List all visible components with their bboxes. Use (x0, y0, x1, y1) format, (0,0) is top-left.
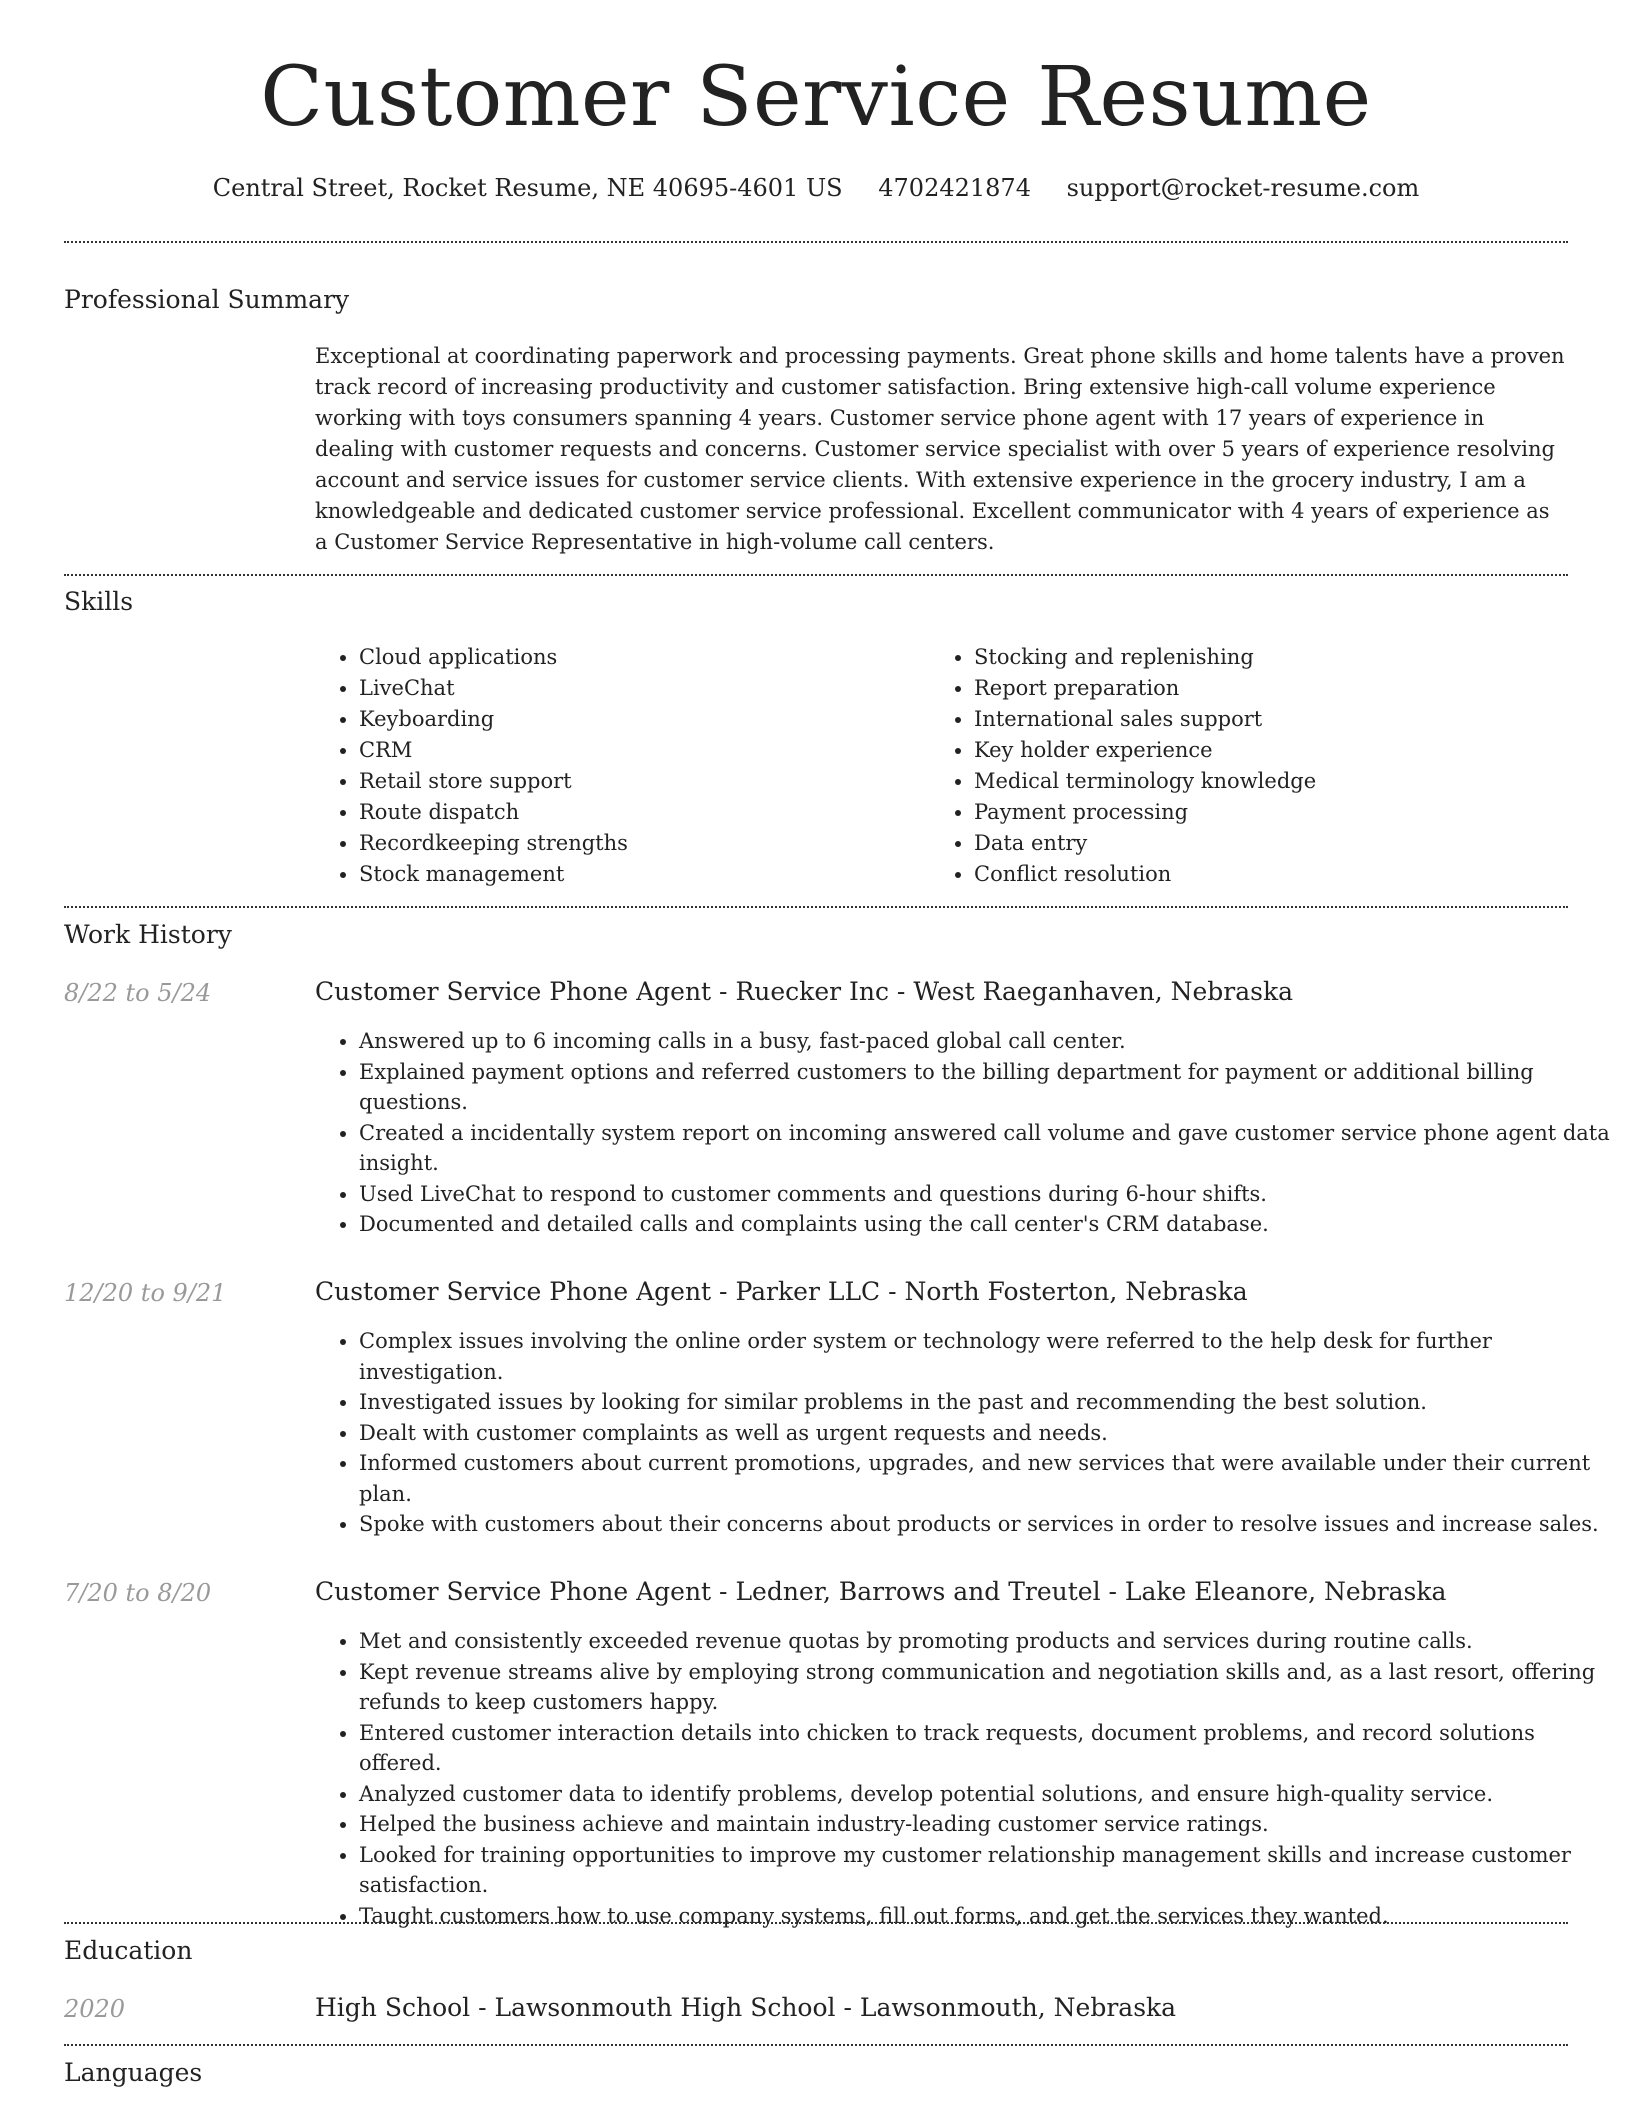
job-bullets (315, 1026, 1612, 1240)
skill-item: • Recordkeeping strengths (359, 828, 919, 859)
job-bullet: • Met and consistently exceeded revenue quotas by promoting products and services during routine calls. (359, 1626, 1612, 1657)
job-bullet: • Documented and detailed calls and complaints using the call center's CRM database. (359, 1209, 1612, 1240)
contact-address: Central Street, Rocket Resume, NE 40695-4601 US (212, 174, 843, 202)
skill-item: • Key holder experience (974, 735, 1574, 766)
skills-heading: Skills (64, 587, 134, 616)
job-bullet: • Spoke with customers about their concerns about products or services in order to resolve issues and increase sales. (359, 1509, 1612, 1540)
job-bullet: • Informed customers about current promotions, upgrades, and new services that were available under their current plan. (359, 1448, 1612, 1509)
skill-item: • Medical terminology knowledge (974, 766, 1574, 797)
job-bullets (315, 1626, 1612, 1931)
skill-item: • Cloud applications (359, 642, 919, 673)
skill-item: • Stock management (359, 859, 919, 890)
education-title: High School - Lawsonmouth High School - Lawsonmouth, Nebraska (315, 1993, 1177, 2022)
job-bullet: • Analyzed customer data to identify problems, develop potential solutions, and ensure high-quality service. (359, 1779, 1612, 1810)
job-dates: 8/22 to 5/24 (64, 979, 212, 1007)
summary-text: Exceptional at coordinating paperwork and processing payments. Great phone skills and home talents have a proven track record of increasing productivity and customer satisfaction. Bring extensive high-call volume experience working with toys consumers spanning 4 years. Customer service phone agent with 17 years of experience in dealing with customer requests and concerns. Customer service specialist with over 5 years of experience resolving account and service issues for customer service clients. With extensive experience in the grocery industry, I am a knowledgeable and dedicated customer service professional. Excellent communicator with 4 years of experience as a Customer Service Representative in high-volume call centers. (315, 344, 1565, 554)
job-dates: 7/20 to 8/20 (64, 1579, 212, 1607)
skill-item: • International sales support (974, 704, 1574, 735)
job-bullet: • Helped the business achieve and maintain industry-leading customer service ratings. (359, 1809, 1612, 1840)
skill-item: • CRM (359, 735, 919, 766)
work-heading: Work History (64, 920, 232, 949)
job-bullet: • Explained payment options and referred customers to the billing department for payment or additional billing questions. (359, 1057, 1612, 1118)
job-bullets (315, 1326, 1612, 1540)
contact-line (64, 172, 1568, 204)
skill-item: • Retail store support (359, 766, 919, 797)
divider (64, 574, 1568, 576)
job-bullet: • Created a incidentally system report on incoming answered call volume and gave customer service phone agent data insight. (359, 1118, 1612, 1179)
job-title: Customer Service Phone Agent - Parker LLC - North Fosterton, Nebraska (315, 1277, 1248, 1306)
job-title: Customer Service Phone Agent - Ledner, Barrows and Treutel - Lake Eleanore, Nebraska (315, 1577, 1447, 1606)
job-bullet: • Dealt with customer complaints as well as urgent requests and needs. (359, 1418, 1612, 1449)
skill-item: • Payment processing (974, 797, 1574, 828)
job-bullet: • Kept revenue streams alive by employing strong communication and negotiation skills and, as a last resort, offering refunds to keep customers happy. (359, 1657, 1612, 1718)
skill-item: • Report preparation (974, 673, 1574, 704)
skill-item: • Route dispatch (359, 797, 919, 828)
skill-item: • LiveChat (359, 673, 919, 704)
divider (64, 2044, 1568, 2046)
job-bullet: • Looked for training opportunities to improve my customer relationship management skills and increase customer satisfaction. (359, 1840, 1612, 1901)
job-bullet: • Entered customer interaction details into chicken to track requests, document problems, and record solutions offered. (359, 1718, 1612, 1779)
job-bullet: • Investigated issues by looking for similar problems in the past and recommending the best solution. (359, 1387, 1612, 1418)
summary-heading: Professional Summary (64, 285, 350, 314)
resume-title: Customer Service Resume (260, 50, 1372, 145)
skills-list-right (930, 642, 1574, 890)
skill-item: • Conflict resolution (974, 859, 1574, 890)
divider (64, 906, 1568, 908)
skill-item: • Data entry (974, 828, 1574, 859)
job-dates: 12/20 to 9/21 (64, 1279, 227, 1307)
job-bullet: • Used LiveChat to respond to customer comments and questions during 6-hour shifts. (359, 1179, 1612, 1210)
languages-heading: Languages (64, 2058, 203, 2087)
divider (64, 1922, 1568, 1924)
job-bullet: • Taught customers how to use company systems, fill out forms, and get the services they wanted. (359, 1901, 1612, 1932)
education-heading: Education (64, 1936, 193, 1965)
job-bullet: • Answered up to 6 incoming calls in a busy, fast-paced global call center. (359, 1026, 1612, 1057)
job-bullet: • Complex issues involving the online order system or technology were referred to the help desk for further investigation. (359, 1326, 1612, 1387)
education-dates: 2020 (64, 1995, 126, 2023)
contact-email: support@rocket-resume.com (1066, 174, 1420, 202)
job-title: Customer Service Phone Agent - Ruecker Inc - West Raeganhaven, Nebraska (315, 977, 1294, 1006)
contact-phone: 4702421874 (878, 174, 1031, 202)
skill-item: • Keyboarding (359, 704, 919, 735)
divider (64, 241, 1568, 243)
skill-item: • Stocking and replenishing (974, 642, 1574, 673)
skills-list-left (315, 642, 919, 890)
